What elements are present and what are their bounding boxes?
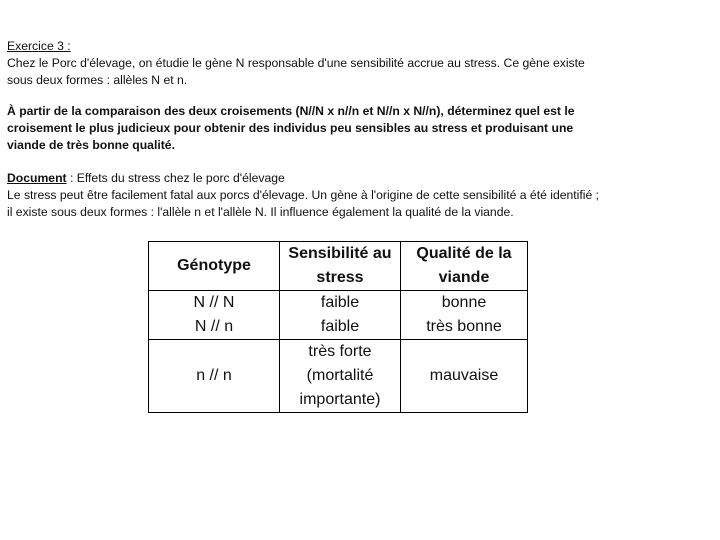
table-row [149, 291, 528, 316]
table-header-row [149, 242, 528, 291]
cell-qualite: très bonne [401, 315, 528, 340]
exercise-intro [7, 38, 707, 89]
cell-genotype: N // N [149, 291, 280, 316]
question-line: viande de très bonne qualité. [7, 138, 175, 152]
header-sensibilite [280, 242, 401, 291]
header-qualite-line: viande [438, 269, 490, 286]
cell-sensibilite-line: très forte [308, 343, 372, 360]
cell-sensibilite: faible [280, 315, 401, 340]
cell-genotype: n // n [149, 340, 280, 413]
question-line: À partir de la comparaison des deux croisements (N//N x n//n et N//n x N//n), déterminez quel est le [7, 104, 575, 118]
header-qualite-line: Qualité de la [416, 245, 512, 262]
intro-line: Chez le Porc d'élevage, on étudie le gène N responsable d'une sensibilité accrue au stress. Ce gène existe [7, 56, 585, 70]
genotype-table [148, 241, 528, 413]
question-line: croisement le plus judicieux pour obtenir des individus peu sensibles au stress et produisant une [7, 121, 574, 135]
document-label: Document [7, 171, 67, 185]
cell-qualite: bonne [401, 291, 528, 316]
cell-genotype: N // n [149, 315, 280, 340]
header-genotype: Génotype [149, 242, 280, 291]
document-line: il existe sous deux formes : l'allèle n et l'allèle N. Il influence également la qualité de la viande. [7, 205, 514, 219]
intro-line: sous deux formes : allèles N et n. [7, 73, 188, 87]
header-sensibilite-line: stress [316, 269, 364, 286]
table-row [149, 315, 528, 340]
cell-sensibilite-line: importante) [299, 391, 381, 408]
table-row [149, 340, 528, 413]
cell-qualite: mauvaise [401, 340, 528, 413]
document-line: Le stress peut être facilement fatal aux porcs d'élevage. Un gène à l'origine de cette sensibilité a été identifié ; [7, 188, 600, 202]
cell-sensibilite: faible [280, 291, 401, 316]
cell-sensibilite-line: (mortalité [306, 367, 374, 384]
exercise-question [7, 103, 707, 154]
header-qualite [401, 242, 528, 291]
document-section [7, 170, 707, 221]
exercise-title: Exercice 3 : [7, 39, 71, 53]
cell-sensibilite [280, 340, 401, 413]
document-title: : Effets du stress chez le porc d'élevage [66, 171, 285, 185]
document-heading [7, 170, 707, 187]
header-sensibilite-line: Sensibilité au [288, 245, 392, 262]
